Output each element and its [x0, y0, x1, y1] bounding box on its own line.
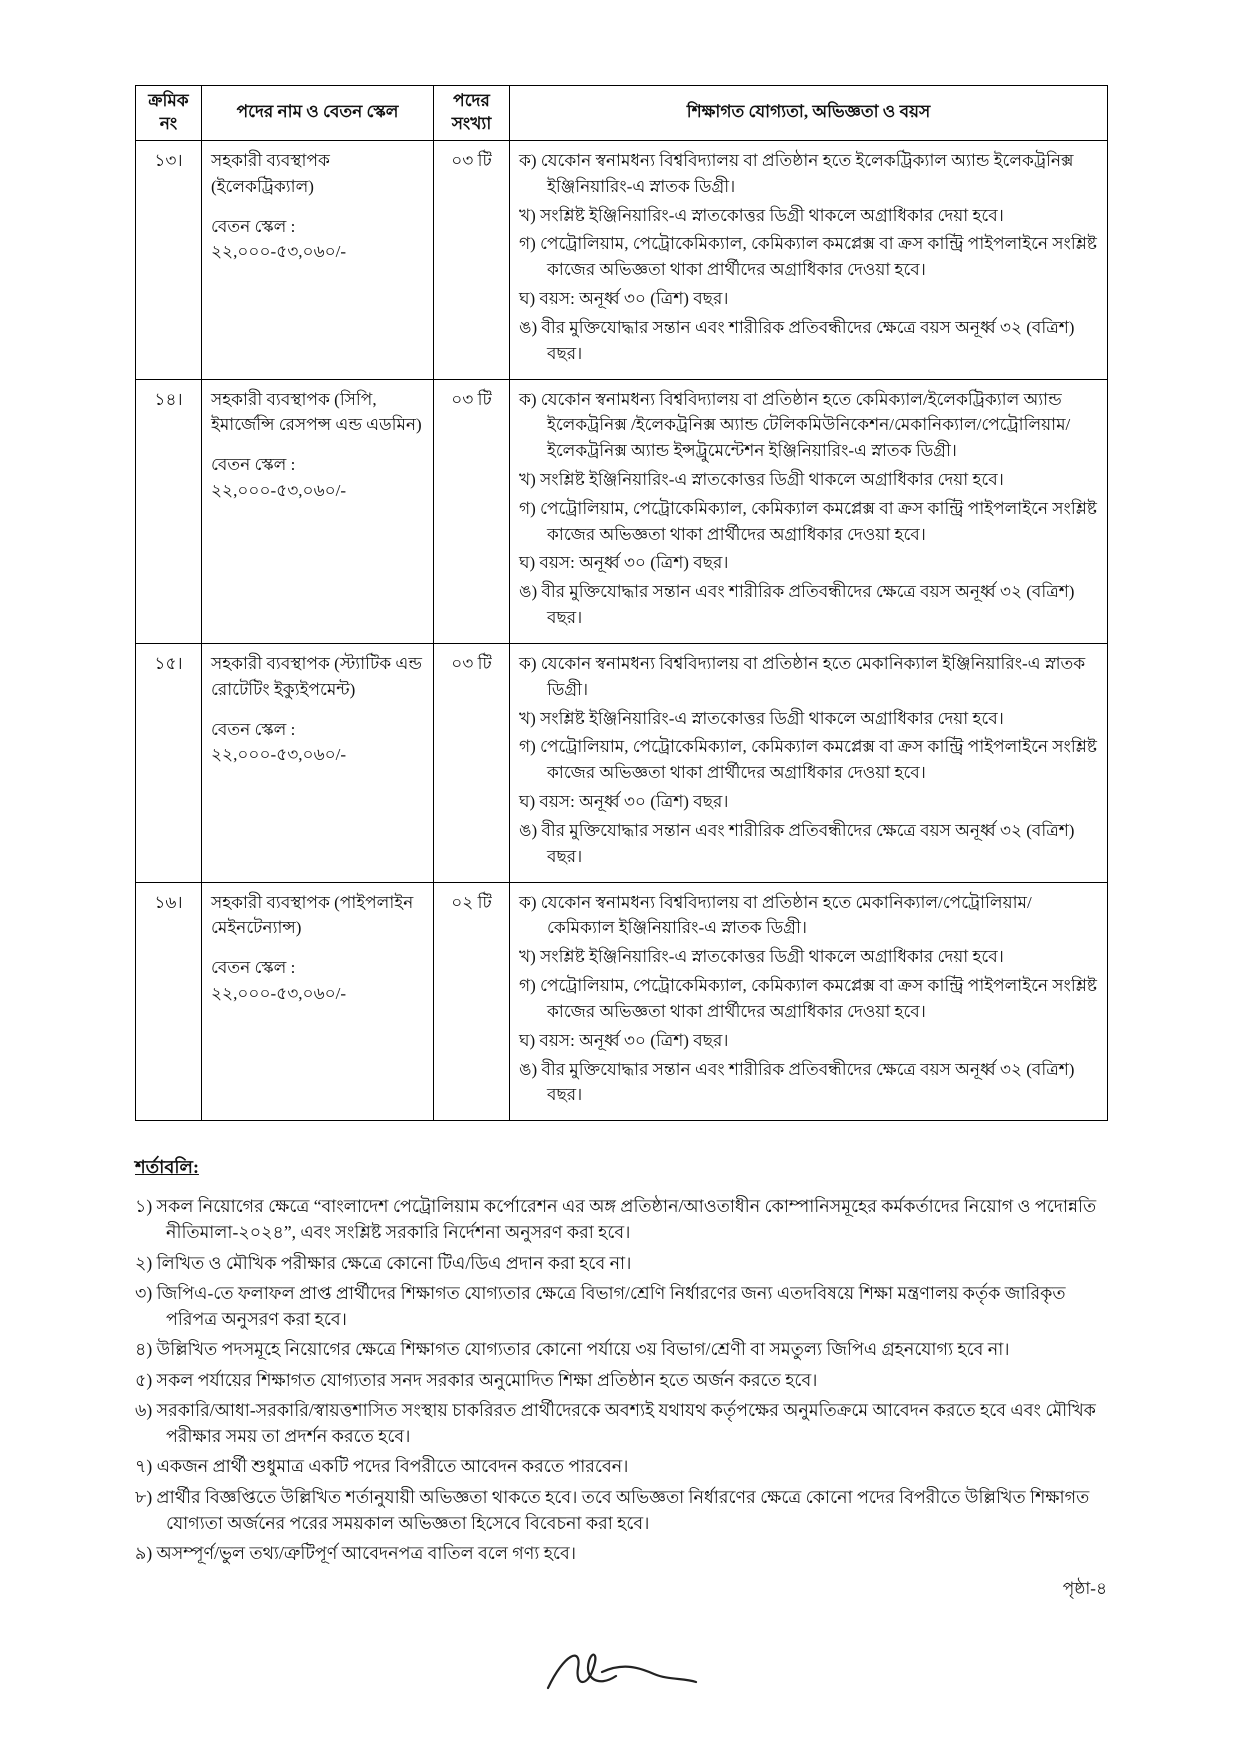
qualification-cell	[510, 643, 1108, 882]
signature-icon	[536, 1642, 706, 1704]
qualification-line: ক) যেকোন স্বনামধন্য বিশ্ববিদ্যালয় বা প্রতিষ্ঠান হতে মেকানিক্যাল/পেট্রোলিয়াম/ কেমিক্যাল ইঞ্জিনিয়ারিং-এ স্নাতক ডিগ্রী।	[519, 892, 1032, 938]
post-name: সহকারী ব্যবস্থাপক (স্ট্যাটিক এন্ড রোটেটিং ইক্যুইপমেন্ট)	[211, 653, 422, 699]
col-header-post-name: পদের নাম ও বেতন স্কেল	[202, 86, 434, 141]
condition-item: ৮) প্রার্থীর বিজ্ঞপ্তিতে উল্লিখিত শর্তানুযায়ী অভিজ্ঞতা থাকতে হবে। তবে অভিজ্ঞতা নির্ধারণের ক্ষেত্রে কোনো পদের বিপরীতে উল্লিখিত শিক্ষাগত যোগ্যতা অর্জনের পরের সময়কাল অভিজ্ঞতা হিসেবে বিবেচনা করা হবে।	[135, 1486, 1090, 1533]
serial-cell: ১৪।	[136, 379, 202, 643]
qualification-line: ঙ) বীর মুক্তিযোদ্ধার সন্তান এবং শারীরিক প্রতিবন্ধীদের ক্ষেত্রে বয়স অনূর্ধ্ব ৩২ (বত্রিশ) বছর।	[519, 1059, 1075, 1105]
condition-item: ৯) অসম্পূর্ণ/ভুল তথ্য/ত্রুটিপূর্ণ আবেদনপত্র বাতিল বলে গণ্য হবে।	[135, 1543, 576, 1564]
serial-cell: ১৩।	[136, 140, 202, 379]
qualification-line: খ) সংশ্লিষ্ট ইঞ্জিনিয়ারিং-এ স্নাতকোত্তর ডিগ্রী থাকলে অগ্রাধিকার দেয়া হবে।	[519, 947, 1004, 967]
serial-cell: ১৫।	[136, 643, 202, 882]
qualification-cell	[510, 379, 1108, 643]
qualification-line: গ) পেট্রোলিয়াম, পেট্রোকেমিক্যাল, কেমিক্যাল কমপ্লেক্স বা ক্রস কান্ট্রি পাইপলাইনে সংশ্লিষ্ট কাজের অভিজ্ঞতা থাকা প্রার্থীদের অগ্রাধিকার দেওয়া হবে।	[519, 498, 1097, 544]
qualification-cell	[510, 140, 1108, 379]
condition-item: ১) সকল নিয়োগের ক্ষেত্রে “বাংলাদেশ পেট্রোলিয়াম কর্পোরেশন এর অঙ্গ প্রতিষ্ঠান/আওতাধীন কোম্পানিসমূহের কর্মকর্তাদের নিয়োগ ও পদোন্নতি নীতিমালা-২০২৪”, এবং সংশ্লিষ্ট সরকারি নির্দেশনা অনুসরণ করা হবে।	[135, 1196, 1097, 1243]
qualification-line: ক) যেকোন স্বনামধন্য বিশ্ববিদ্যালয় বা প্রতিষ্ঠান হতে ইলেকট্রিক্যাল অ্যান্ড ইলেকট্রনিক্স ইঞ্জিনিয়ারিং-এ স্নাতক ডিগ্রী।	[519, 150, 1074, 196]
qualification-line: ঘ) বয়স: অনূর্ধ্ব ৩০ (ত্রিশ) বছর।	[519, 289, 729, 309]
table-row	[136, 643, 1108, 882]
post-count-cell: ০৩ টি	[434, 140, 510, 379]
qualification-line: ক) যেকোন স্বনামধন্য বিশ্ববিদ্যালয় বা প্রতিষ্ঠান হতে মেকানিক্যাল ইঞ্জিনিয়ারিং-এ স্নাতক ডিগ্রী।	[519, 653, 1086, 699]
pay-scale: বেতন স্কেল : ২২,০০০-৫৩,০৬০/-	[211, 216, 347, 262]
post-name: সহকারী ব্যবস্থাপক (ইলেকট্রিক্যাল)	[211, 150, 330, 196]
serial-cell: ১৬।	[136, 882, 202, 1121]
post-cell	[202, 882, 434, 1121]
table-row	[136, 882, 1108, 1121]
qualification-line: ঘ) বয়স: অনূর্ধ্ব ৩০ (ত্রিশ) বছর।	[519, 792, 729, 812]
conditions-section	[135, 1153, 1107, 1566]
col-header-serial: ক্রমিক নং	[136, 86, 202, 141]
conditions-heading: শর্তাবলি:	[135, 1157, 199, 1178]
table-row	[136, 140, 1108, 379]
qualification-line: ঘ) বয়স: অনূর্ধ্ব ৩০ (ত্রিশ) বছর।	[519, 1030, 729, 1050]
condition-item: ২) লিখিত ও মৌখিক পরীক্ষার ক্ষেত্রে কোনো টিএ/ডিএ প্রদান করা হবে না।	[135, 1252, 632, 1273]
pay-scale: বেতন স্কেল : ২২,০০০-৫৩,০৬০/-	[211, 958, 347, 1004]
qualification-line: ক) যেকোন স্বনামধন্য বিশ্ববিদ্যালয় বা প্রতিষ্ঠান হতে কেমিক্যাল/ইলেকট্রিক্যাল অ্যান্ড ইলেকট্রনিক্স /ইলেকট্রনিক্স অ্যান্ড টেলিকমিউনিকেশন/মেকানিক্যাল/পেট্রোলিয়াম/ ইলেকট্রনিক্স অ্যান্ড ইন্সট্রুমেন্টেশন ইঞ্জিনিয়ারিং-এ স্নাতক ডিগ্রী।	[519, 389, 1071, 461]
condition-item: ৬) সরকারি/আধা-সরকারি/স্বায়ত্তশাসিত সংস্থায় চাকরিরত প্রার্থীদেরকে অবশ্যই যথাযথ কর্তৃপক্ষের অনুমতিক্রমে আবেদন করতে হবে এবং মৌখিক পরীক্ষার সময় তা প্রদর্শন করতে হবে।	[135, 1399, 1096, 1447]
post-table	[135, 85, 1108, 1121]
condition-item: ৩) জিপিএ-তে ফলাফল প্রাপ্ত প্রার্থীদের শিক্ষাগত যোগ্যতার ক্ষেত্রে বিভাগ/শ্রেণি নির্ধারণের জন্য এতদবিষয়ে শিক্ষা মন্ত্রণালয় কর্তৃক জারিকৃত পরিপত্র অনুসরণ করা হবে।	[135, 1282, 1066, 1330]
qualification-line: গ) পেট্রোলিয়াম, পেট্রোকেমিক্যাল, কেমিক্যাল কমপ্লেক্স বা ক্রস কান্ট্রি পাইপলাইনে সংশ্লিষ্ট কাজের অভিজ্ঞতা থাকা প্রার্থীদের অগ্রাধিকার দেওয়া হবে।	[519, 234, 1097, 280]
post-count-cell: ০২ টি	[434, 882, 510, 1121]
post-cell	[202, 140, 434, 379]
condition-item: ৫) সকল পর্যায়ের শিক্ষাগত যোগ্যতার সনদ সরকার অনুমোদিত শিক্ষা প্রতিষ্ঠান হতে অর্জন করতে হবে।	[135, 1369, 818, 1390]
pay-scale: বেতন স্কেল : ২২,০০০-৫৩,০৬০/-	[211, 455, 347, 500]
post-cell	[202, 379, 434, 643]
post-cell	[202, 643, 434, 882]
qualification-line: খ) সংশ্লিষ্ট ইঞ্জিনিয়ারিং-এ স্নাতকোত্তর ডিগ্রী থাকলে অগ্রাধিকার দেয়া হবে।	[519, 205, 1004, 225]
col-header-qualification: শিক্ষাগত যোগ্যতা, অভিজ্ঞতা ও বয়স	[510, 86, 1108, 141]
post-count-cell: ০৩ টি	[434, 643, 510, 882]
qualification-line: ঙ) বীর মুক্তিযোদ্ধার সন্তান এবং শারীরিক প্রতিবন্ধীদের ক্ষেত্রে বয়স অনূর্ধ্ব ৩২ (বত্রিশ) বছর।	[519, 820, 1075, 866]
signature-area	[135, 1642, 1107, 1704]
table-row	[136, 379, 1108, 643]
condition-item: ৪) উল্লিখিত পদসমূহে নিয়োগের ক্ষেত্রে শিক্ষাগত যোগ্যতার কোনো পর্যায়ে ৩য় বিভাগ/শ্রেণী বা সমতুল্য জিপিএ গ্রহনযোগ্য হবে না।	[135, 1339, 1010, 1360]
qualification-line: ঙ) বীর মুক্তিযোদ্ধার সন্তান এবং শারীরিক প্রতিবন্ধীদের ক্ষেত্রে বয়স অনূর্ধ্ব ৩২ (বত্রিশ) বছর।	[519, 582, 1075, 628]
post-name: সহকারী ব্যবস্থাপক (পাইপলাইন মেইনটেন্যান্স)	[211, 892, 414, 938]
pay-scale: বেতন স্কেল : ২২,০০০-৫৩,০৬০/-	[211, 719, 347, 765]
page-number: পৃষ্ঠা-৪	[1062, 1579, 1107, 1599]
qualification-line: ঘ) বয়স: অনূর্ধ্ব ৩০ (ত্রিশ) বছর।	[519, 553, 729, 573]
condition-item: ৭) একজন প্রার্থী শুধুমাত্র একটি পদের বিপরীতে আবেদন করতে পারবেন।	[135, 1456, 629, 1477]
post-name: সহকারী ব্যবস্থাপক (সিপি, ইমার্জেন্সি রেসপন্স এন্ড এডমিন)	[211, 389, 422, 435]
table-header-row	[136, 86, 1108, 141]
qualification-line: গ) পেট্রোলিয়াম, পেট্রোকেমিক্যাল, কেমিক্যাল কমপ্লেক্স বা ক্রস কান্ট্রি পাইপলাইনে সংশ্লিষ্ট কাজের অভিজ্ঞতা থাকা প্রার্থীদের অগ্রাধিকার দেওয়া হবে।	[519, 737, 1097, 783]
post-count-cell: ০৩ টি	[434, 379, 510, 643]
qualification-line: গ) পেট্রোলিয়াম, পেট্রোকেমিক্যাল, কেমিক্যাল কমপ্লেক্স বা ক্রস কান্ট্রি পাইপলাইনে সংশ্লিষ্ট কাজের অভিজ্ঞতা থাকা প্রার্থীদের অগ্রাধিকার দেওয়া হবে।	[519, 976, 1097, 1021]
qualification-line: খ) সংশ্লিষ্ট ইঞ্জিনিয়ারিং-এ স্নাতকোত্তর ডিগ্রী থাকলে অগ্রাধিকার দেয়া হবে।	[519, 708, 1004, 728]
qualification-cell	[510, 882, 1108, 1121]
qualification-line: ঙ) বীর মুক্তিযোদ্ধার সন্তান এবং শারীরিক প্রতিবন্ধীদের ক্ষেত্রে বয়স অনূর্ধ্ব ৩২ (বত্রিশ) বছর।	[519, 317, 1075, 363]
col-header-post-count: পদের সংখ্যা	[434, 86, 510, 141]
qualification-line: খ) সংশ্লিষ্ট ইঞ্জিনিয়ারিং-এ স্নাতকোত্তর ডিগ্রী থাকলে অগ্রাধিকার দেয়া হবে।	[519, 469, 1004, 489]
